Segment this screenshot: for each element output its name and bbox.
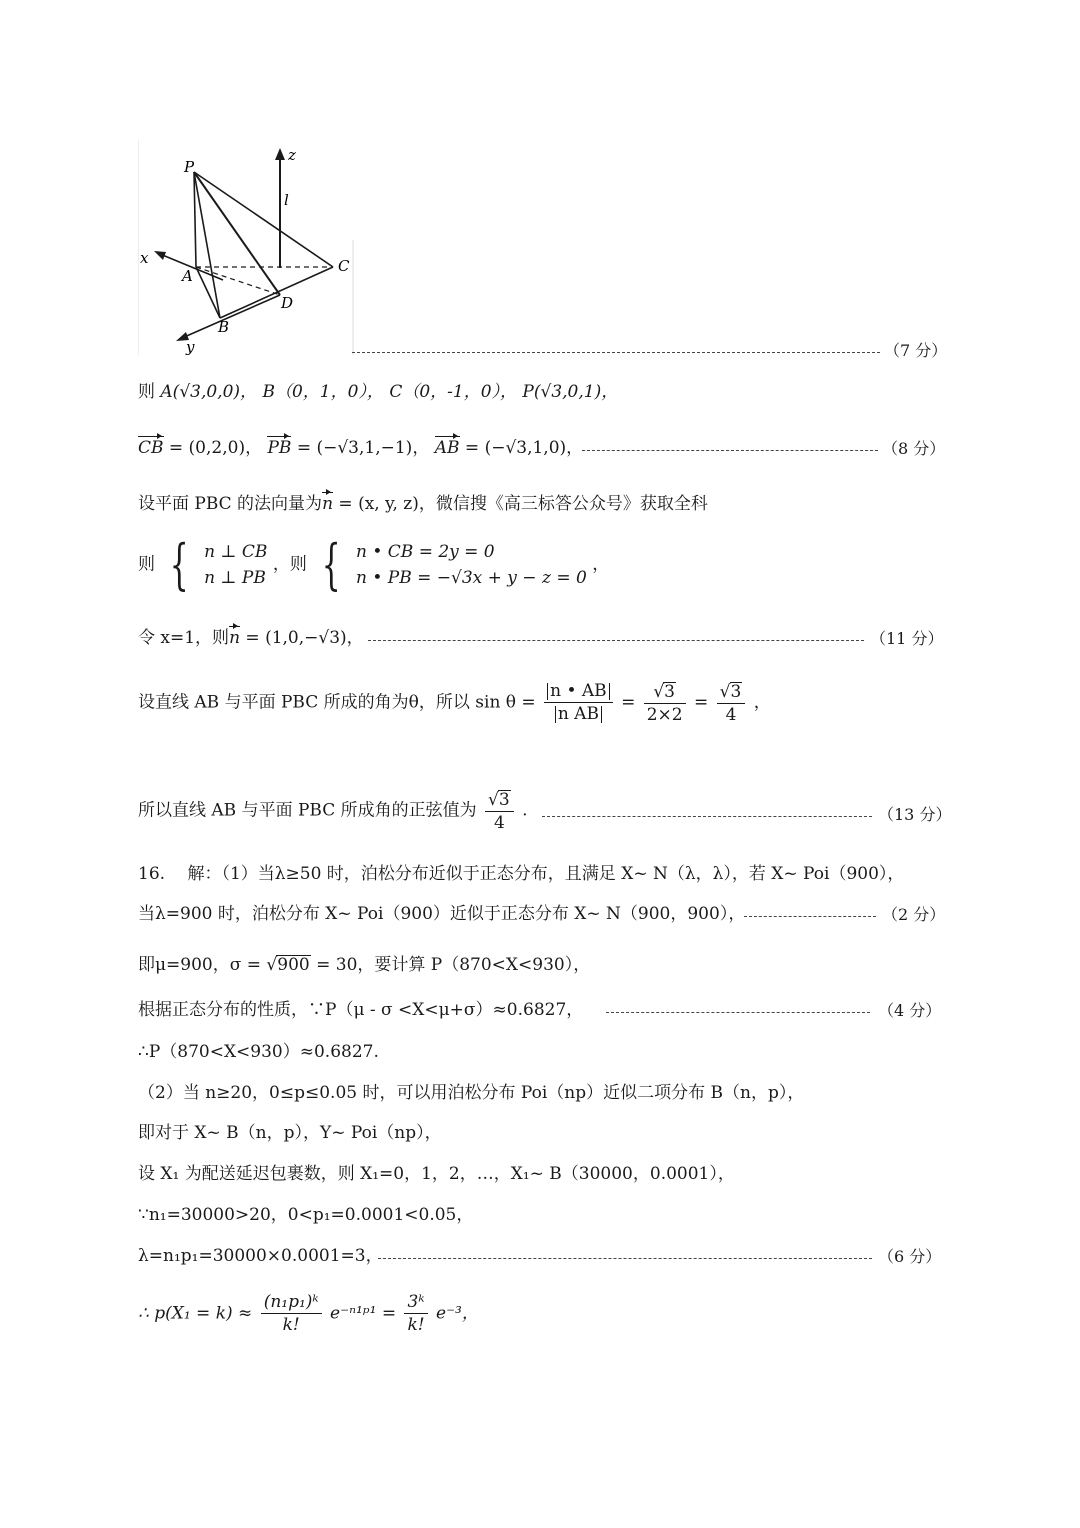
score-7: （7 分）	[884, 341, 948, 360]
score-2: （2 分）	[882, 905, 946, 924]
vector-pb-value: = (−√3,1,−1)，	[291, 438, 430, 458]
sin-intro: 设直线 AB 与平面 PBC 所成的角为θ，所以 sin θ =	[138, 692, 536, 713]
z-axis-arrow	[275, 148, 285, 160]
dash-leader-11	[368, 640, 864, 641]
system-1-row-2: n ⊥ PB	[204, 568, 266, 588]
line-sin-theta	[138, 682, 771, 724]
line-normal-property: 根据正态分布的性质，∵P（μ - σ <X<μ+σ）≈0.6827，	[138, 1000, 584, 1020]
line-q16-intro: 16. 解：（1）当λ≥50 时，泊松分布近似于正态分布，且满足 X~ N（λ，λ），若 X~ Poi（900），	[138, 864, 905, 884]
poisson-f2-num: 3ᵏ	[404, 1294, 427, 1314]
score-13: （13 分）	[878, 805, 952, 824]
sin-f1-den: 2×2	[646, 705, 683, 725]
mu-sigma-pre: 即μ=900，σ =	[138, 955, 267, 975]
normal-n: n	[322, 494, 334, 514]
point-p: P(√3,0,1)，	[522, 382, 619, 402]
score-11: （11 分）	[870, 629, 944, 648]
line-poisson-formula	[138, 1294, 479, 1334]
line-probability-result: ∴P（870<X<930）≈0.6827.	[138, 1042, 379, 1062]
edge-pa	[194, 172, 196, 267]
system-tail: ，	[592, 554, 610, 575]
conclusion-fraction: $\frac{√3}{4}$	[485, 790, 514, 832]
sin-numerator: n • AB	[547, 683, 610, 700]
conclusion-text: 所以直线 AB 与平面 PBC 所成角的正弦值为	[138, 800, 477, 821]
poisson-eq: =	[381, 1303, 397, 1324]
let-x-value: = (1,0,−√3)，	[240, 628, 364, 648]
mu-sigma-post: = 30，要计算 P（870<X<930），	[310, 955, 591, 975]
conclusion-tail: .	[522, 800, 528, 821]
dash-leader-7	[352, 352, 880, 353]
poisson-f2-den: k!	[407, 1315, 425, 1335]
label-a: A	[182, 267, 193, 285]
mu-sigma-root: 900	[277, 955, 310, 975]
line-n1-condition: ∵n₁=30000>20，0<p₁=0.0001<0.05，	[138, 1205, 474, 1225]
point-b: B（0，1，0），	[262, 382, 384, 402]
dash-leader-13	[542, 816, 872, 817]
poisson-tail: e⁻³，	[436, 1303, 479, 1324]
poisson-pre: ∴ p(X₁ = k) ≈	[138, 1303, 253, 1324]
line-normal-vector	[138, 496, 708, 513]
label-x: x	[140, 249, 149, 267]
x-axis-arrow	[154, 251, 166, 260]
label-y: y	[186, 338, 195, 356]
system-1	[204, 539, 267, 592]
score-6: （6 分）	[878, 1247, 942, 1266]
sin-fraction	[544, 683, 613, 723]
dashed-ad	[196, 267, 280, 295]
y-axis	[182, 295, 280, 338]
system-ze-2: ，则	[272, 554, 307, 575]
vector-pb: PB	[267, 438, 292, 458]
label-d: D	[281, 294, 294, 312]
sin-fraction-2: $\frac{√3}{2\times 2}$	[644, 682, 686, 724]
vector-cb-value: = (0,2,0)，	[163, 438, 263, 458]
system-ze-1: 则	[138, 554, 155, 575]
normal-intro: 设平面 PBC 的法向量为	[138, 494, 323, 514]
line-x1-def: 设 X₁ 为配送延迟包裹数，则 X₁=0，1，2，…，X₁~ B（30000，0.0001），	[138, 1164, 735, 1184]
vector-ab: AB	[434, 438, 460, 458]
line-vectors	[138, 440, 583, 457]
line-part-2: （2）当 n≥20，0≤p≤0.05 时，可以用泊松分布 Poi（np）近似二项分布 B（n，p），	[138, 1083, 805, 1103]
score-4: （4 分）	[878, 1001, 942, 1020]
dash-leader-8	[582, 450, 878, 451]
sin-fraction-3: $\frac{√3}{4}$	[717, 682, 746, 724]
sin-eq-2: =	[694, 692, 709, 713]
let-x-text: 令 x=1，则	[138, 628, 230, 648]
edge-pc	[194, 172, 333, 267]
system-2	[356, 539, 587, 592]
line-let-x	[138, 630, 364, 647]
edge-pd	[194, 172, 280, 295]
edge-pb	[194, 172, 220, 318]
label-p: P	[184, 158, 195, 176]
point-c: C（0，-1，0），	[389, 382, 518, 402]
poisson-exp: e⁻ⁿ¹ᵖ¹	[330, 1303, 377, 1324]
sin-f2-den: 4	[725, 705, 737, 725]
sin-eq-1: =	[621, 692, 636, 713]
ze-label: 则	[138, 382, 155, 402]
line-binomial-poisson: 即对于 X~ B（n，p），Y~ Poi（np），	[138, 1123, 442, 1143]
system-2-row-2: n • PB = −√3x + y − z = 0	[356, 568, 587, 588]
sin-f1-num: 3	[664, 682, 675, 702]
dash-leader-6	[378, 1258, 872, 1259]
poisson-f1-num: (n₁p₁)ᵏ	[261, 1294, 322, 1314]
edge-bc	[220, 267, 333, 318]
conclusion-num: 3	[498, 790, 510, 810]
poisson-f1-den: k!	[282, 1315, 300, 1335]
left-brace-2: {	[321, 533, 341, 596]
dash-leader-2	[744, 916, 876, 917]
vector-ab-value: = (−√3,1,0)，	[459, 438, 584, 458]
sin-f2-num: 3	[730, 682, 742, 702]
label-c: C	[338, 257, 350, 275]
poisson-fraction-2	[404, 1294, 427, 1334]
line-lambda-900: 当λ=900 时，泊松分布 X~ Poi（900）近似于正态分布 X~ N（900，900），	[138, 904, 746, 924]
label-z: z	[288, 146, 296, 164]
line-system	[138, 533, 610, 596]
sin-tail: ，	[753, 692, 771, 713]
sin-denominator: n AB	[555, 706, 602, 723]
line-lambda-3: λ=n₁p₁=30000×0.0001=3，	[138, 1246, 383, 1266]
line-mu-sigma: 即μ=900，σ = √900 = 30，要计算 P（870<X<930），	[138, 955, 591, 975]
label-l: l	[284, 191, 289, 209]
line-coordinates	[138, 384, 618, 401]
let-x-n: n	[229, 628, 241, 648]
vector-cb: CB	[138, 438, 164, 458]
left-brace-1: {	[170, 533, 190, 596]
conclusion-den: 4	[493, 813, 505, 833]
line-conclusion	[138, 790, 528, 832]
pyramid-figure	[138, 140, 358, 360]
score-8: （8 分）	[882, 439, 946, 458]
label-b: B	[218, 318, 230, 336]
normal-def: = (x, y, z)，微信搜《高三标答公众号》获取全科	[333, 494, 708, 514]
point-a: A(√3,0,0)，	[160, 382, 258, 402]
poisson-fraction-1	[261, 1294, 322, 1334]
dash-leader-4	[606, 1012, 870, 1013]
system-2-row-1: n • CB = 2y = 0	[356, 541, 495, 562]
system-1-row-1: n ⊥ CB	[204, 541, 268, 562]
